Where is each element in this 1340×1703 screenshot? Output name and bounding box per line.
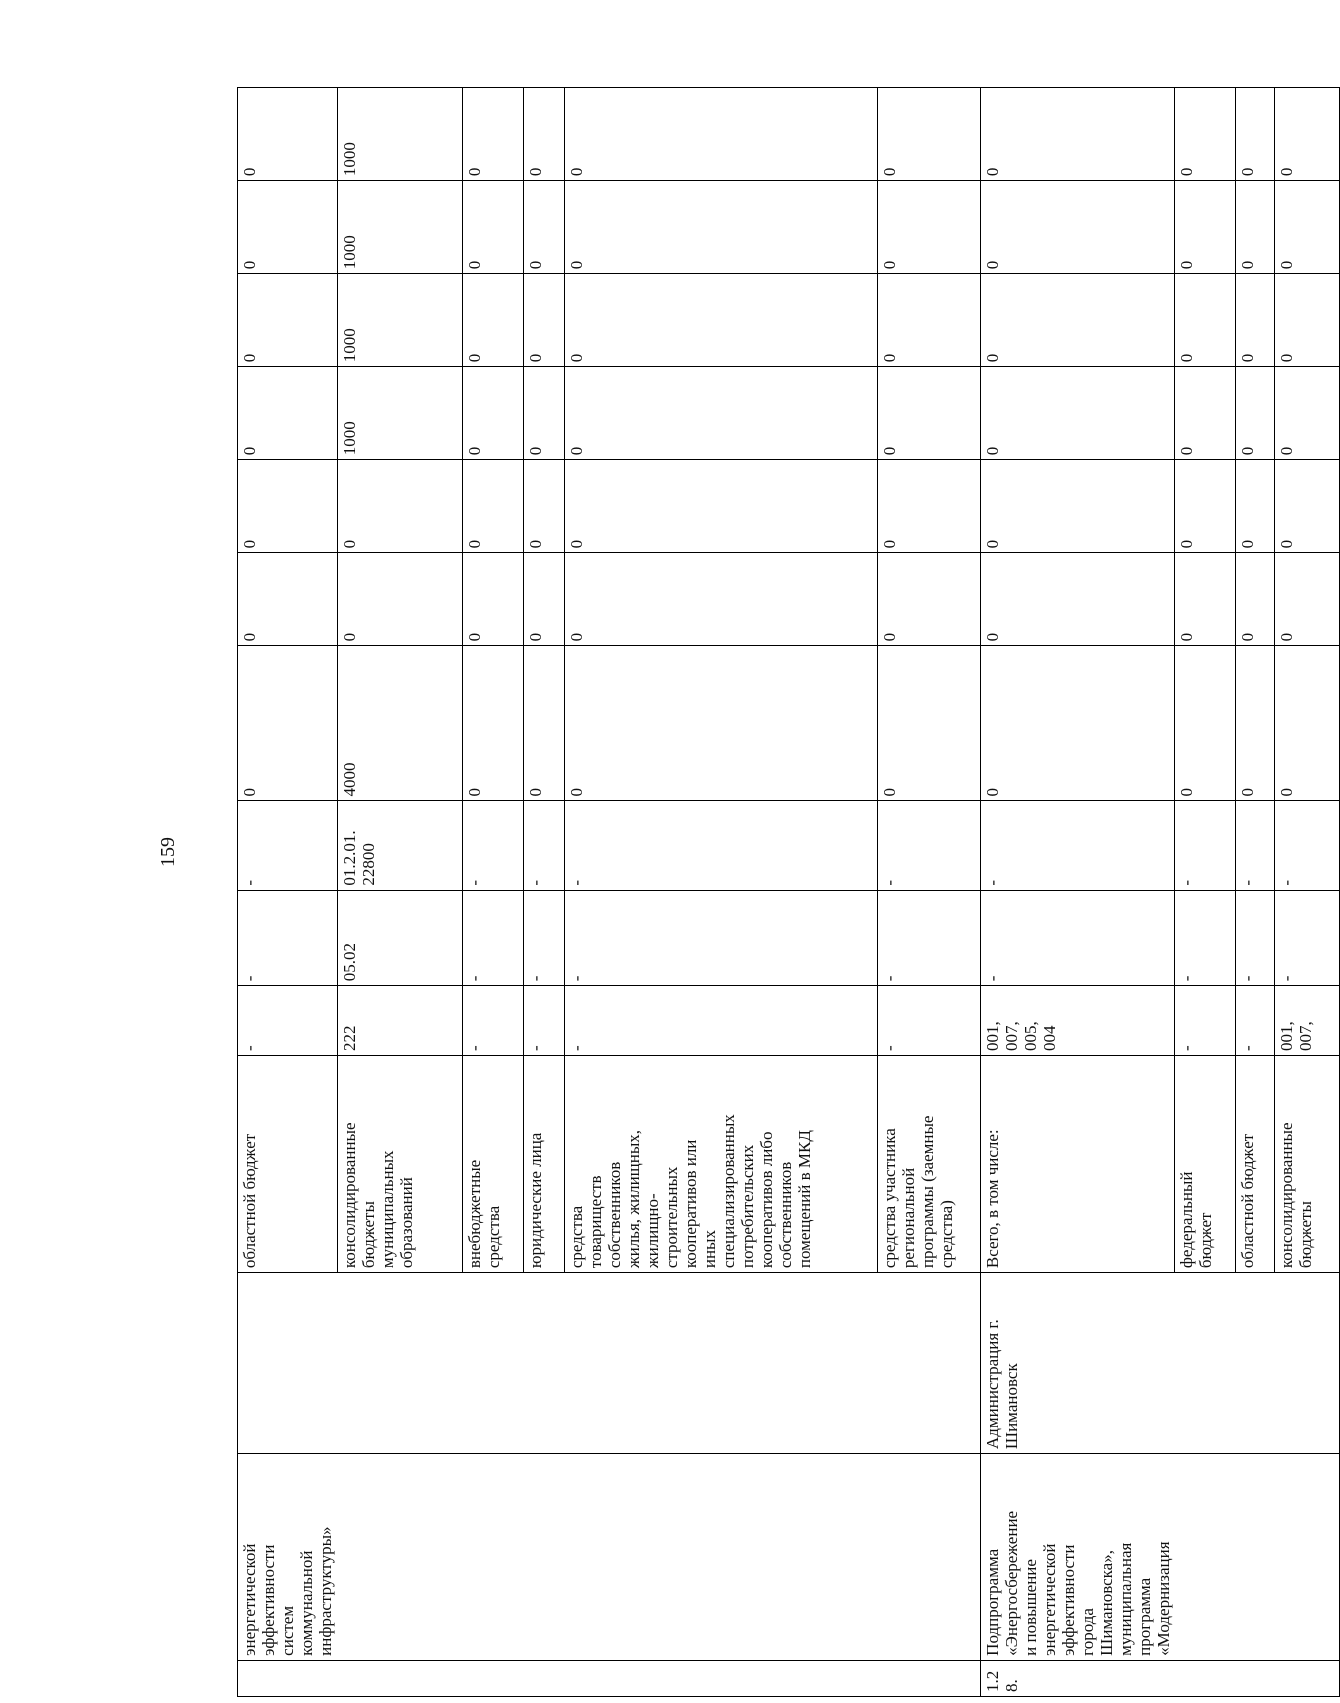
value-cell: 0 [238, 460, 338, 553]
value-cell: 0 [877, 460, 980, 553]
table-row [877, 88, 980, 1697]
row-number-cell [1275, 1660, 1340, 1696]
executor-cell [462, 1273, 523, 1454]
value-cell: 0 [980, 274, 1175, 367]
value-cell: 0 [337, 460, 462, 553]
value-cell: 0 [238, 88, 338, 181]
rotated-table-wrapper [237, 87, 1315, 1697]
csr-cell: - [523, 801, 564, 890]
value-cell: 0 [980, 181, 1175, 274]
program-name-cell [877, 1454, 980, 1661]
value-cell: 0 [564, 367, 877, 460]
value-cell: 0 [1236, 460, 1275, 553]
row-number-cell: 1.2 8. [980, 1660, 1175, 1696]
grbs-cell: 001, 007, [1275, 986, 1340, 1056]
value-cell: 0 [1275, 274, 1340, 367]
value-cell: 0 [1236, 88, 1275, 181]
value-cell: 0 [462, 367, 523, 460]
value-cell: 0 [1236, 181, 1275, 274]
source-cell: средства товариществ собственников жилья, жилищных, жилищно- строительных кооперативов или иных специализированных потребительских кооперативов либо собственников помещений в МКД [564, 1056, 877, 1273]
value-cell: 1000 [337, 274, 462, 367]
value-cell: 4000 [337, 646, 462, 801]
rz-cell: 05.02 [337, 890, 462, 986]
executor-cell [877, 1273, 980, 1454]
table-row [980, 88, 1175, 1697]
executor-cell [1275, 1273, 1340, 1454]
value-cell: 0 [1175, 181, 1236, 274]
csr-cell: - [564, 801, 877, 890]
row-number-cell [462, 1660, 523, 1696]
value-cell: 0 [1275, 460, 1340, 553]
value-cell: 0 [877, 88, 980, 181]
rz-cell: - [1175, 890, 1236, 986]
value-cell: 0 [1236, 274, 1275, 367]
value-cell: 0 [1175, 646, 1236, 801]
grbs-cell: 222 [337, 986, 462, 1056]
value-cell: 0 [564, 274, 877, 367]
table-row [462, 88, 523, 1697]
budget-table [237, 87, 1340, 1697]
table-row [523, 88, 564, 1697]
table-row [1275, 88, 1340, 1697]
value-cell: 0 [1275, 181, 1340, 274]
source-cell: средства участника региональной программы (заемные средства) [877, 1056, 980, 1273]
value-cell: 0 [523, 460, 564, 553]
grbs-cell: - [877, 986, 980, 1056]
value-cell: 0 [564, 181, 877, 274]
rz-cell: - [1275, 890, 1340, 986]
source-cell: Всего, в том числе: [980, 1056, 1175, 1273]
value-cell: 0 [1275, 646, 1340, 801]
table-row [564, 88, 877, 1697]
row-number-cell [238, 1660, 338, 1696]
rz-cell: - [523, 890, 564, 986]
value-cell: 0 [1236, 553, 1275, 646]
grbs-cell: - [1175, 986, 1236, 1056]
value-cell: 0 [980, 646, 1175, 801]
row-number-cell [877, 1660, 980, 1696]
csr-cell: - [1275, 801, 1340, 890]
value-cell: 0 [877, 553, 980, 646]
value-cell: 0 [1236, 367, 1275, 460]
value-cell: 0 [462, 274, 523, 367]
value-cell: 0 [462, 88, 523, 181]
page-number: 159 [157, 837, 179, 867]
executor-cell [564, 1273, 877, 1454]
value-cell: 0 [1175, 367, 1236, 460]
rz-cell: - [564, 890, 877, 986]
value-cell: 0 [238, 181, 338, 274]
csr-cell: - [980, 801, 1175, 890]
value-cell: 1000 [337, 88, 462, 181]
csr-cell: - [238, 801, 338, 890]
executor-cell [1175, 1273, 1236, 1454]
row-number-cell [523, 1660, 564, 1696]
row-number-cell [1175, 1660, 1236, 1696]
rz-cell: - [462, 890, 523, 986]
value-cell: 1000 [337, 367, 462, 460]
value-cell: 0 [564, 553, 877, 646]
executor-cell: Администрация г. Шимановск [980, 1273, 1175, 1454]
grbs-cell: - [564, 986, 877, 1056]
executor-cell [1236, 1273, 1275, 1454]
value-cell: 0 [980, 460, 1175, 553]
program-name-cell [1275, 1454, 1340, 1661]
source-cell: областной бюджет [238, 1056, 338, 1273]
program-name-cell: энергетической эффективности систем коммунальной инфраструктуры» [238, 1454, 338, 1661]
csr-cell: 01.2.01. 22800 [337, 801, 462, 890]
row-number-cell [337, 1660, 462, 1696]
value-cell: 0 [238, 367, 338, 460]
value-cell: 0 [877, 367, 980, 460]
value-cell: 0 [1236, 646, 1275, 801]
value-cell: 0 [523, 367, 564, 460]
value-cell: 0 [877, 181, 980, 274]
rz-cell: - [980, 890, 1175, 986]
row-number-cell [564, 1660, 877, 1696]
source-cell: федеральный бюджет [1175, 1056, 1236, 1273]
grbs-cell: - [238, 986, 338, 1056]
program-name-cell: Подпрограмма «Энергосбережение и повышение энергетической эффективности города Шимановска», муниципальная программа «Модернизация [980, 1454, 1175, 1661]
rz-cell: - [877, 890, 980, 986]
value-cell: 0 [523, 646, 564, 801]
executor-cell [238, 1273, 338, 1454]
row-number-cell [1236, 1660, 1275, 1696]
value-cell: 0 [462, 646, 523, 801]
table-row [1175, 88, 1236, 1697]
source-cell: консолидированные бюджеты муниципальных образований [337, 1056, 462, 1273]
value-cell: 0 [980, 88, 1175, 181]
table-row [1236, 88, 1275, 1697]
value-cell: 0 [1175, 88, 1236, 181]
source-cell: областной бюджет [1236, 1056, 1275, 1273]
value-cell: 0 [1275, 367, 1340, 460]
csr-cell: - [877, 801, 980, 890]
rz-cell: - [1236, 890, 1275, 986]
grbs-cell: - [523, 986, 564, 1056]
value-cell: 0 [1175, 274, 1236, 367]
grbs-cell: - [462, 986, 523, 1056]
grbs-cell: - [1236, 986, 1275, 1056]
value-cell: 1000 [337, 181, 462, 274]
value-cell: 0 [462, 181, 523, 274]
value-cell: 0 [1275, 553, 1340, 646]
rz-cell: - [238, 890, 338, 986]
csr-cell: - [1175, 801, 1236, 890]
value-cell: 0 [238, 274, 338, 367]
value-cell: 0 [523, 274, 564, 367]
value-cell: 0 [980, 553, 1175, 646]
program-name-cell [337, 1454, 462, 1661]
program-name-cell [1236, 1454, 1275, 1661]
value-cell: 0 [877, 646, 980, 801]
value-cell: 0 [462, 553, 523, 646]
program-name-cell [523, 1454, 564, 1661]
executor-cell [523, 1273, 564, 1454]
value-cell: 0 [564, 460, 877, 553]
executor-cell [337, 1273, 462, 1454]
program-name-cell [1175, 1454, 1236, 1661]
program-name-cell [462, 1454, 523, 1661]
value-cell: 0 [523, 181, 564, 274]
value-cell: 0 [980, 367, 1175, 460]
table-row [238, 88, 338, 1697]
value-cell: 0 [1275, 88, 1340, 181]
csr-cell: - [1236, 801, 1275, 890]
source-cell: юридические лица [523, 1056, 564, 1273]
value-cell: 0 [462, 460, 523, 553]
value-cell: 0 [1175, 460, 1236, 553]
source-cell: консолидированные бюджеты [1275, 1056, 1340, 1273]
program-name-cell [564, 1454, 877, 1661]
grbs-cell: 001, 007, 005, 004 [980, 986, 1175, 1056]
value-cell: 0 [877, 274, 980, 367]
value-cell: 0 [523, 88, 564, 181]
table-row [337, 88, 462, 1697]
value-cell: 0 [564, 646, 877, 801]
value-cell: 0 [523, 553, 564, 646]
value-cell: 0 [337, 553, 462, 646]
csr-cell: - [462, 801, 523, 890]
value-cell: 0 [238, 646, 338, 801]
value-cell: 0 [238, 553, 338, 646]
source-cell: внебюджетные средства [462, 1056, 523, 1273]
value-cell: 0 [1175, 553, 1236, 646]
value-cell: 0 [564, 88, 877, 181]
